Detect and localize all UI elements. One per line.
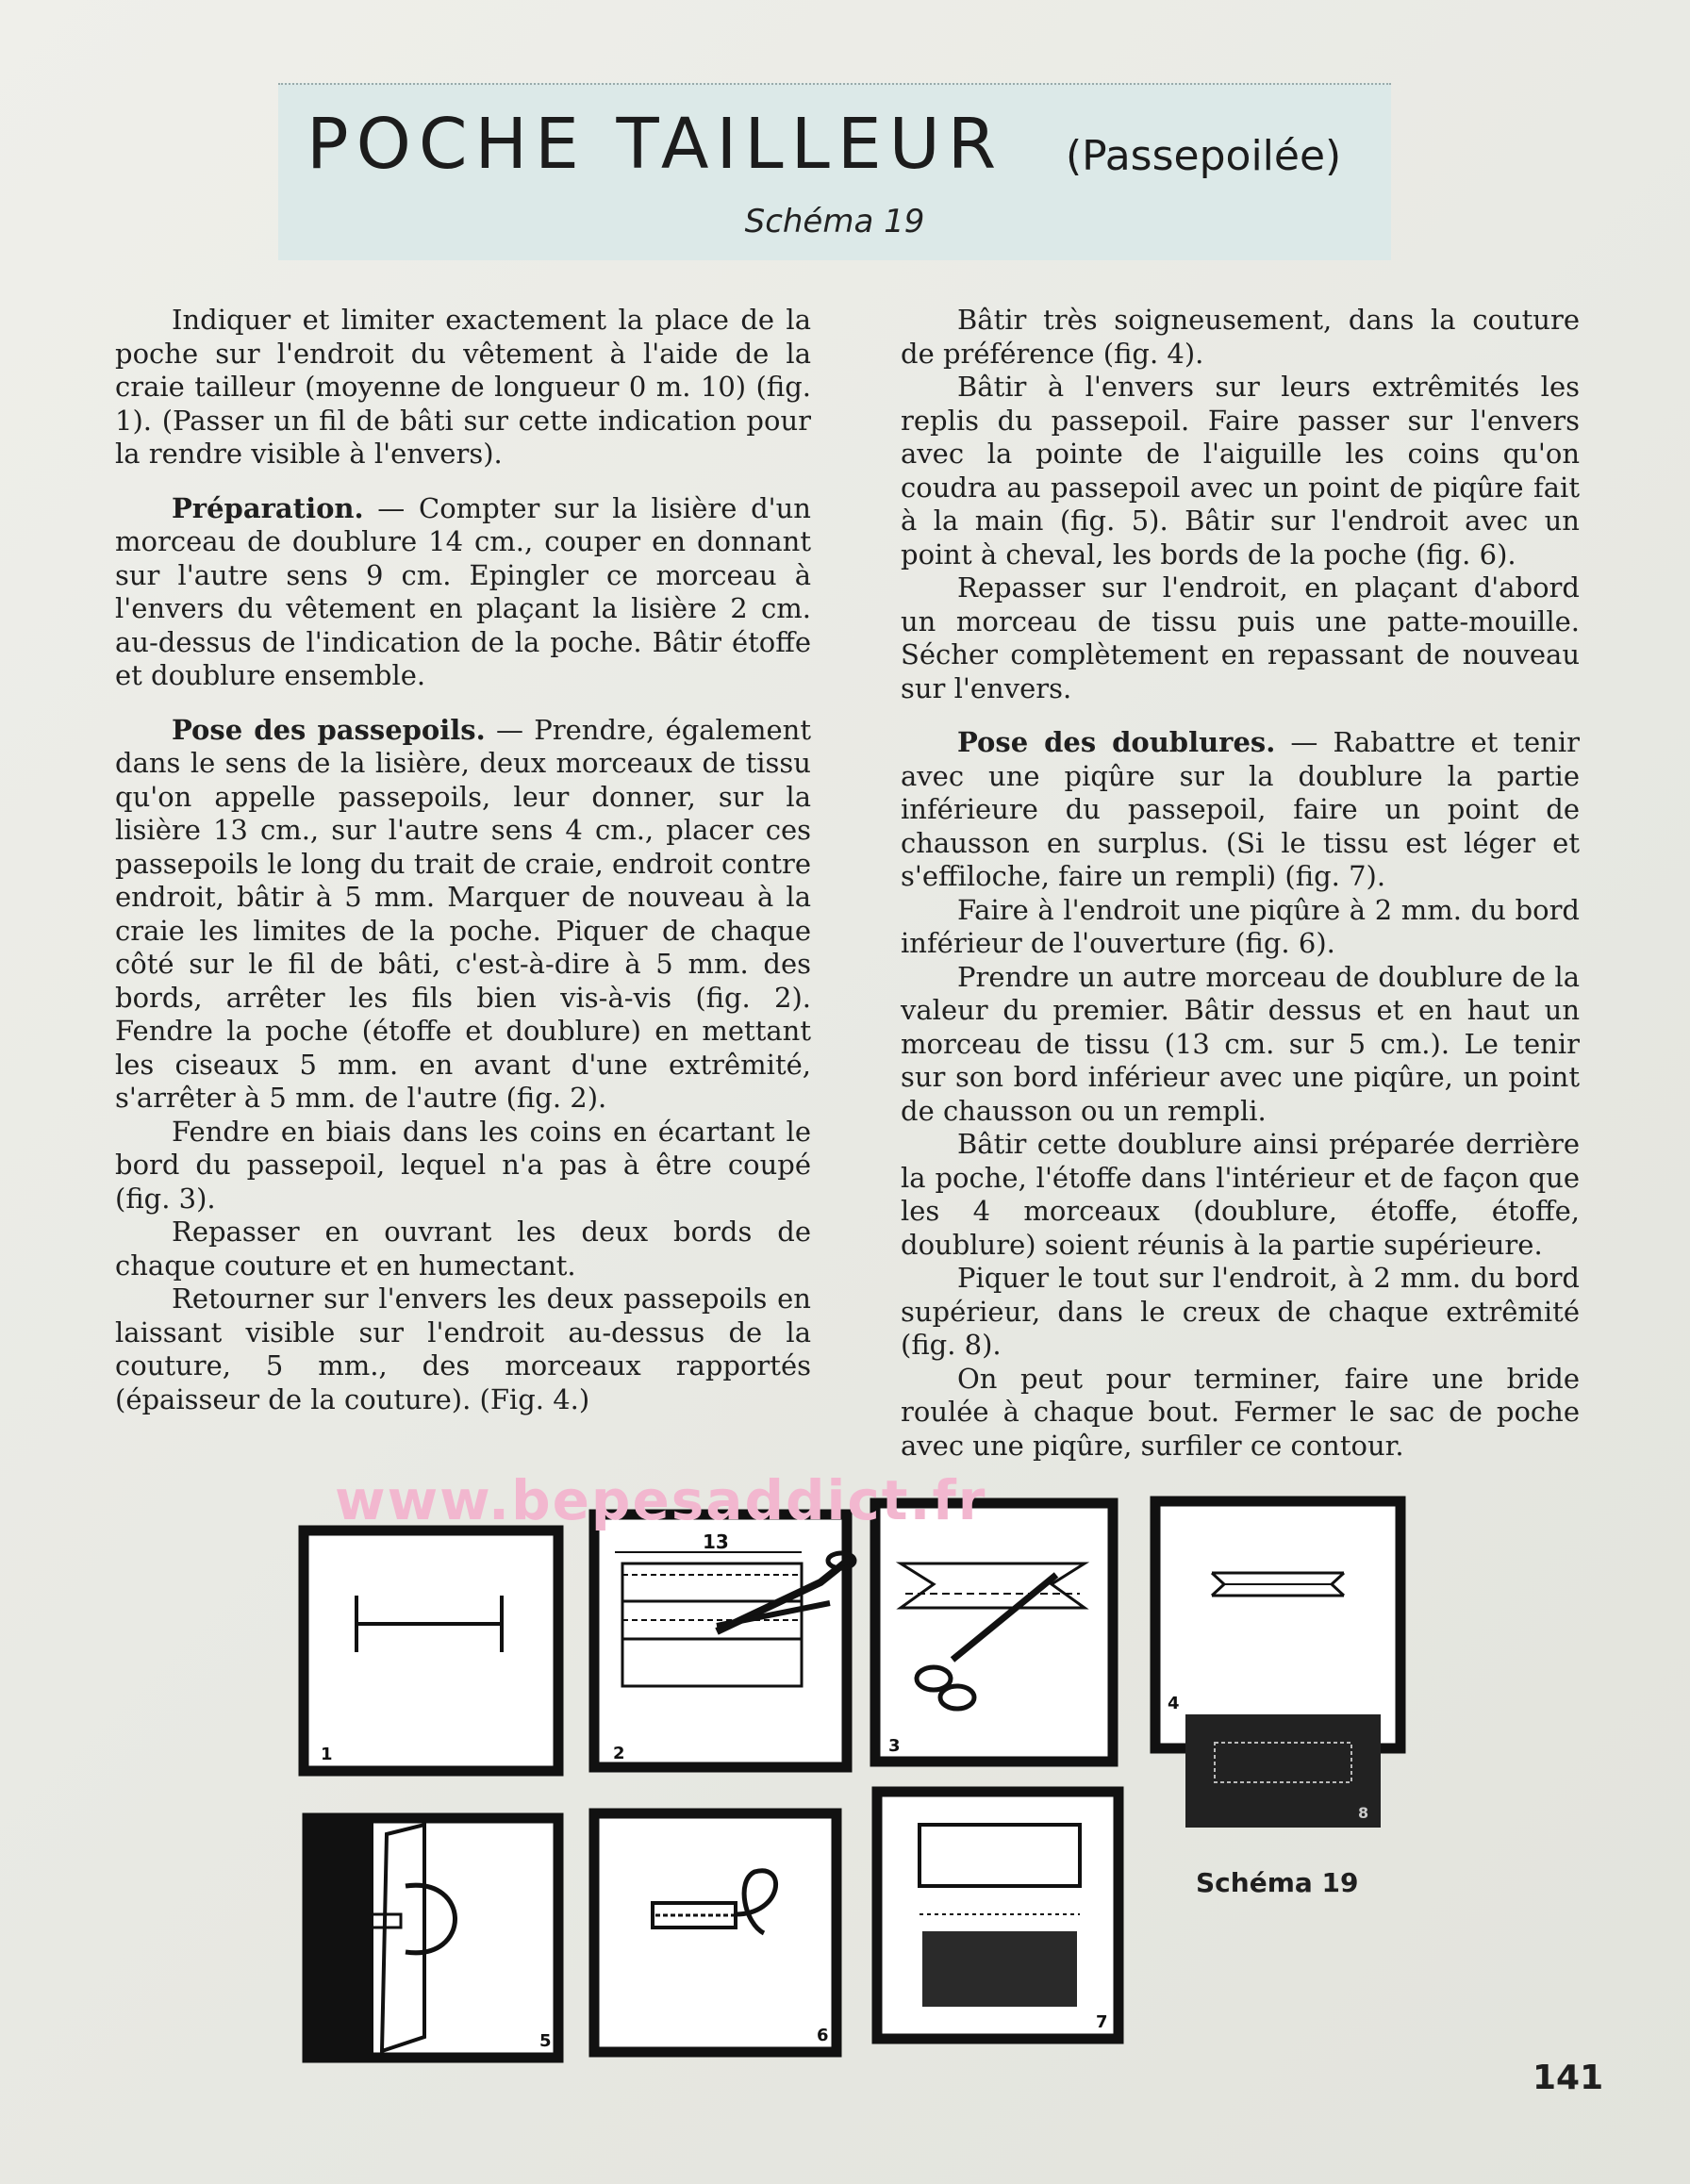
paragraph-piquer: Piquer le tout sur l'endroit, à 2 mm. du bord supérieur, dans le creux de chaque extrêmité (fig. 8). xyxy=(901,1262,1580,1361)
heading-pose-passepoils: Pose des passepoils. xyxy=(172,713,486,746)
paragraph-prendre: Prendre un autre morceau de doublure de la valeur du premier. Bâtir dessus et en haut un morceau de tissu (13 cm. sur 5 cm.). Le tenir sur son bord inférieur avec une piqûre, un point de chausson ou un rempli. xyxy=(901,960,1580,1127)
figure-7 xyxy=(877,1792,1118,2039)
figure-1-label: 1 xyxy=(321,1745,333,1764)
paragraph-fendre: Fendre en biais dans les coins en écartant le bord du passepoil, lequel n'a pas à être coupé (fig. 3). xyxy=(115,1115,811,1215)
figure-8 xyxy=(1185,1714,1381,1828)
preparation-text: — Compter sur la lisière d'un morceau de doublure 14 cm., couper en donnant sur l'autre sens 9 cm. Epingler ce morceau à l'envers du vêtement en plaçant la lisière 2 cm. au-dessus de l'indication de la poche. Bâtir étoffe et doublure ensemble. xyxy=(115,491,811,691)
paragraph-batir-doublure: Bâtir cette doublure ainsi préparée derrière la poche, l'étoffe dans l'intérieur et de façon que les 4 morceaux (doublure, étoffe, étoffe, doublure) soient réunis à la partie supérieure. xyxy=(901,1128,1580,1261)
pose-doublures-text: — Rabattre et tenir avec une piqûre sur la doublure la partie inférieure du passepoil, faire un point de chausson en surplus. (Si le tissu est léger et s'effiloche, faire un rempli) (fig. 7). xyxy=(901,726,1580,892)
paragraph-terminer: On peut pour terminer, faire une bride roulée à chaque bout. Fermer le sac de poche avec une piqûre, surfiler ce contour. xyxy=(901,1362,1580,1462)
heading-preparation: Préparation. xyxy=(172,491,364,524)
figure-4 xyxy=(1155,1501,1400,1748)
figure-3-label: 3 xyxy=(888,1736,901,1756)
figure-2-dimension: 13 xyxy=(703,1530,729,1553)
heading-pose-doublures: Pose des doublures. xyxy=(957,726,1276,758)
figure-2 xyxy=(594,1514,854,1767)
page-subtitle: (Passepoilée) xyxy=(1066,132,1342,180)
figure-1 xyxy=(304,1530,558,1771)
figure-7-label: 7 xyxy=(1096,2012,1108,2032)
figure-caption: Schéma 19 xyxy=(1196,1867,1359,1898)
paragraph-batir: Bâtir très soigneusement, dans la couture de préférence (fig. 4). xyxy=(901,304,1580,370)
figure-6 xyxy=(594,1813,837,2052)
paragraph-repasser-endroit: Repasser sur l'endroit, en plaçant d'abord un morceau de tissu puis une patte-mouille. Sécher complètement en repassant de nouveau sur l'envers. xyxy=(901,571,1580,704)
paragraph-batir-envers: Bâtir à l'envers sur leurs extrêmités les replis du passepoil. Faire passer sur l'envers avec la pointe de l'aiguille les coins qu'on coudra au passepoil avec un point de piqûre fait à la main (fig. 5). Bâtir sur l'endroit avec un point à cheval, les bords de la poche (fig. 6). xyxy=(901,371,1580,571)
figure-6-label: 6 xyxy=(817,2026,829,2045)
figure-2-label: 2 xyxy=(613,1744,625,1763)
paragraph-repasser: Repasser en ouvrant les deux bords de chaque couture et en humectant. xyxy=(115,1216,811,1282)
figure-8-label: 8 xyxy=(1358,1804,1369,1822)
page-number: 141 xyxy=(1533,2059,1604,2097)
figure-3 xyxy=(875,1503,1113,1762)
page-title: POCHE TAILLEUR xyxy=(307,104,1004,185)
paragraph-retourner: Retourner sur l'envers les deux passepoils en laissant visible sur l'endroit au-dessus de la couture, 5 mm., des morceaux rapportés (épaisseur de la couture). (Fig. 4.) xyxy=(115,1282,811,1415)
paragraph-faire: Faire à l'endroit une piqûre à 2 mm. du bord inférieur de l'ouverture (fig. 6). xyxy=(901,893,1580,959)
watermark: www.bepesaddict.fr xyxy=(335,1468,987,1532)
figure-5 xyxy=(307,1818,558,2058)
pose-passepoils-text: — Prendre, également dans le sens de la lisière, deux morceaux de tissu qu'on appelle passepoils, leur donner, sur la lisière 13 cm., sur l'autre sens 4 cm., placer ces passepoils le long du trait de craie, endroit contre endroit, bâtir à 5 mm. Marquer de nouveau à la craie les limites de la poche. Piquer de chaque côté sur le fil de bâti, c'est-à-dire à 5 mm. des bords, arrêter les fils bien vis-à-vis (fig. 2). Fendre la poche (étoffe et doublure) en mettant les ciseaux 5 mm. en avant d'une extrêmité, s'arrêter à 5 mm. de l'autre (fig. 2). xyxy=(115,713,811,1114)
schema-reference: Schéma 19 xyxy=(744,203,925,240)
figure-4-label: 4 xyxy=(1168,1694,1180,1713)
paragraph-intro: Indiquer et limiter exactement la place de la poche sur l'endroit du vêtement à l'aide de la craie tailleur (moyenne de longueur 0 m. 10) (fig. 1). (Passer un fil de bâti sur cette indication pour la rendre visible à l'envers). xyxy=(115,304,811,470)
figure-5-label: 5 xyxy=(539,2031,552,2051)
